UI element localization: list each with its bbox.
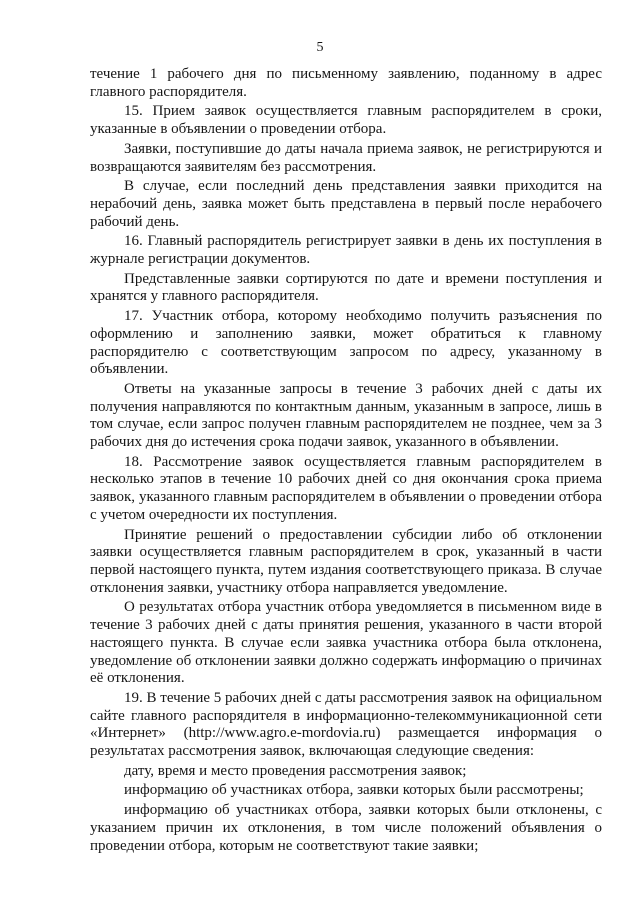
paragraph-15: 15. Прием заявок осуществляется главным распорядителем в сроки, указанные в объявлении о проведении отбора. <box>90 103 602 138</box>
list-item-rejected-participants: информацию об участниках отбора, заявки которых были отклонены, с указанием причин их отклонения, в том числе положений объявления о проведении отбора, которым не соответствуют такие заявки; <box>90 802 602 854</box>
paragraph-16-sorting: Представленные заявки сортируются по дате и времени поступления и хранятся у главного распорядителя. <box>90 270 602 305</box>
list-item-date-time-place: дату, время и место проведения рассмотрения заявок; <box>124 762 467 779</box>
list-item-reviewed-participants: информацию об участниках отбора, заявки которых были рассмотрены; <box>124 782 584 799</box>
paragraph-17-answers: Ответы на указанные запросы в течение 3 рабочих дней с даты их получения направляются по контактным данным, указанным в запросе, лишь в том случае, если запрос получен главным распорядителем не позднее, чем за 3 рабочих дня до истечения срока подачи заявок, указанного в объявлении. <box>90 380 602 451</box>
paragraph-19: 19. В течение 5 рабочих дней с даты рассмотрения заявок на официальном сайте главного распорядителя в информационно-телекоммуникационной сети «Интернет» (http://www.agro.e-mordovia.ru) размещается информация о результатах рассмотрения заявок, включающая следующие сведения: <box>90 689 602 760</box>
paragraph-17: 17. Участник отбора, которому необходимо получить разъяснения по оформлению и заполнению заявки, может обратиться к главному распорядителю с соответствующим запросом по адресу, указанному в объявлении. <box>90 308 602 378</box>
page-number: 5 <box>316 40 324 55</box>
paragraph-16: 16. Главный распорядитель регистрирует заявки в день их поступления в журнале регистрации документов. <box>90 233 602 268</box>
paragraph-15-non-working-day: В случае, если последний день представления заявки приходится на нерабочий день, заявка может быть представлена в первый после нерабочего рабочий день. <box>90 178 602 230</box>
paragraph-15-early-applications: Заявки, поступившие до даты начала приема заявок, не регистрируются и возвращаются заявителям без рассмотрения. <box>90 140 602 175</box>
paragraph-18-notification: О результатах отбора участник отбора уведомляется в письменном виде в течение 3 рабочих дней с даты принятия решения, указанного в части второй настоящего пункта. В случае если заявка участника отбора была отклонена, уведомление об отклонении заявки должно содержать информацию о причинах её отклонения. <box>90 599 602 687</box>
paragraph-18: 18. Рассмотрение заявок осуществляется главным распорядителем в несколько этапов в течение 10 рабочих дней со дня окончания срока приема заявок, указанного главным распорядителем в объявлении о проведении отбора с учетом очередности их поступления. <box>90 453 602 523</box>
paragraph-continuation: течение 1 рабочего дня по письменному заявлению, поданному в адрес главного распорядителя. <box>90 66 602 100</box>
paragraph-18-decisions: Принятие решений о предоставлении субсидии либо об отклонении заявки осуществляется главным распорядителем в срок, указанный в части первой настоящего пункта, путем издания соответствующего приказа. В случае отклонения заявки, участнику отбора направляется уведомление. <box>90 526 602 596</box>
document-body <box>90 66 602 857</box>
